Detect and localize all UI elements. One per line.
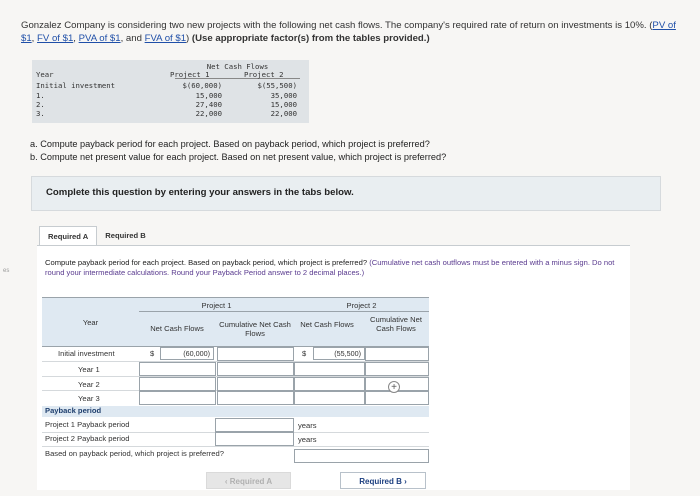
next-required-b-button[interactable]: Required B › (340, 472, 426, 489)
divider (42, 446, 429, 447)
sep: , and (120, 33, 145, 44)
instruction-note: (Cumulative net cash outflows must be entered with a minus sign. Do not round your intermediate calculations. Round your Payback Period answer to 2 decimal places.) (45, 258, 615, 277)
cum-header: Cumulative Net Cash Flows (219, 320, 291, 338)
intro-bold: (Use appropriate factor(s) from the tables provided.) (191, 33, 430, 44)
tab-bar (39, 226, 154, 246)
side-mark: es (3, 268, 10, 274)
given-row-p1: 22,000 (195, 109, 222, 118)
p1-dollar: $ (150, 349, 155, 358)
instruction (45, 258, 625, 278)
given-col-p1: Project 1 (170, 70, 210, 79)
given-row-p2: $(55,500) (257, 81, 297, 90)
task-b: b. Compute net present value for each project. Based on net present value, which project is preferred? (30, 151, 447, 162)
prev-required-a-button[interactable]: ‹ Required A (206, 472, 291, 489)
given-row-p2: 22,000 (270, 109, 297, 118)
project2-header: Project 2 (346, 301, 377, 310)
preferred-select[interactable] (294, 449, 429, 463)
pv-table-link[interactable]: PV of $1 (21, 20, 676, 44)
p1-payback-label: Project 1 Payback period (45, 420, 130, 429)
given-row-p2: 15,000 (270, 100, 297, 109)
p1-ncf-year1-input[interactable] (139, 362, 216, 376)
sep: , (73, 33, 79, 44)
given-col-year: Year (36, 70, 54, 79)
instruction-main: Compute payback period for each project. Based on payback period, which project is preferred? (45, 258, 370, 267)
p1-initial-value: (60,000) (160, 347, 214, 360)
row-year-3: Year 3 (78, 394, 100, 403)
ncf2-header: Net Cash Flows (300, 320, 354, 329)
divider (42, 297, 429, 298)
row-year-1: Year 1 (78, 365, 100, 374)
row-year-2: Year 2 (78, 380, 100, 389)
given-title: Net Cash Flows (206, 62, 269, 71)
p2-years-unit: years (298, 435, 317, 444)
p1-ncf-year3-input[interactable] (139, 391, 216, 405)
tab-required-a[interactable]: Required A (39, 226, 97, 246)
p1-cum-year1-input[interactable] (217, 362, 294, 376)
ncf-header: Net Cash Flows (150, 324, 204, 333)
p1-cum-year3-input[interactable] (217, 391, 294, 405)
problem-intro (21, 19, 681, 45)
p2-dollar: $ (302, 349, 307, 358)
p1-ncf-year2-input[interactable] (139, 377, 216, 391)
project1-header: Project 1 (201, 301, 232, 310)
p1-cum-initial-input[interactable] (217, 347, 294, 361)
tab-required-b[interactable]: Required B (105, 231, 146, 240)
p2-cum-year3-input[interactable] (365, 391, 429, 405)
payback-header: Payback period (45, 406, 102, 415)
preferred-label: Based on payback period, which project is preferred? (45, 449, 224, 458)
p2-cum-initial-input[interactable] (365, 347, 429, 361)
divider (294, 311, 429, 312)
given-row-label: Initial investment (36, 81, 116, 90)
given-cash-flow-table (32, 60, 309, 123)
complete-banner (31, 176, 661, 211)
fva-table-link[interactable]: FVA of $1 (144, 33, 187, 44)
plus-icon[interactable]: + (388, 381, 400, 393)
p1-years-unit: years (298, 421, 317, 430)
given-row-p1: 27,400 (195, 100, 222, 109)
p2-cum-year1-input[interactable] (365, 362, 429, 376)
complete-text: Complete this question by entering your answers in the tabs below. (46, 187, 354, 198)
p2-ncf-year2-input[interactable] (294, 377, 365, 391)
intro-text: Gonzalez Company is considering two new projects with the following net cash flows. The company's required rate of return on investments is 10%. ( (21, 20, 653, 31)
p2-payback-label: Project 2 Payback period (45, 434, 130, 443)
task-list (30, 138, 446, 163)
p1-payback-input[interactable] (215, 418, 294, 432)
p2-initial-value: (55,500) (313, 347, 365, 360)
given-row-label: 2. (36, 100, 45, 109)
given-col-p2: Project 2 (244, 70, 284, 79)
sep: , (31, 33, 38, 44)
divider (139, 311, 294, 312)
p2-payback-input[interactable] (215, 432, 294, 446)
given-row-p1: $(60,000) (182, 81, 222, 90)
row-initial-investment: Initial investment (58, 349, 115, 358)
p1-cum-year2-input[interactable] (217, 377, 294, 391)
given-row-p2: 35,000 (270, 91, 297, 100)
cum2-header: Cumulative Net Cash Flows (370, 315, 422, 333)
task-a: a. Compute payback period for each project. Based on payback period, which project is preferred? (30, 139, 430, 149)
p2-ncf-year1-input[interactable] (294, 362, 365, 376)
given-row-p1: 15,000 (195, 91, 222, 100)
given-row-label: 3. (36, 109, 45, 118)
p2-ncf-year3-input[interactable] (294, 391, 365, 405)
pva-table-link[interactable]: PVA of $1 (78, 33, 121, 44)
year-header: Year (82, 318, 99, 327)
given-row-label: 1. (36, 91, 45, 100)
fv-table-link[interactable]: FV of $1 (37, 33, 74, 44)
sep: ) (186, 33, 192, 44)
